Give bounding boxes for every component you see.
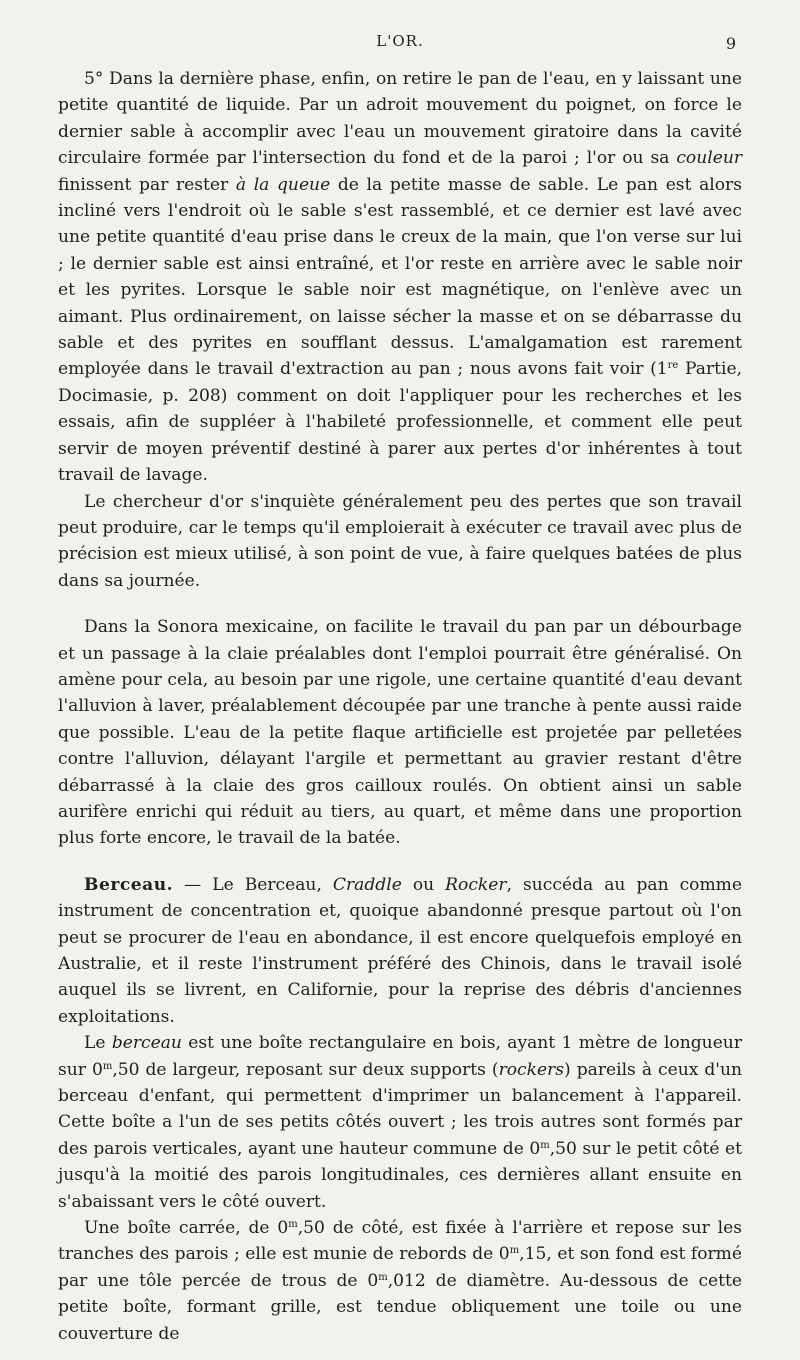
paragraph-chercheur: Le chercheur d'or s'inquiète généralement peu des pertes que son travail peut produire, car le temps qu'il emploierait à exécuter ce travail avec plus de précision est mieux utilisé, à son point de vue, à faire quelques batées de plus dans sa journée. bbox=[58, 491, 742, 591]
italic-term: couleur bbox=[676, 148, 742, 169]
italic-term: à la queue bbox=[235, 174, 331, 195]
section-gap bbox=[58, 594, 742, 614]
italic-term: Craddle bbox=[332, 874, 402, 895]
page-header bbox=[58, 30, 742, 66]
italic-term: rockers bbox=[498, 1059, 565, 1080]
page-number: 9 bbox=[725, 34, 736, 53]
paragraph-phase-5: 5° Dans la dernière phase, enfin, on retire le pan de l'eau, en y laissant une petite quantité de liquide. Par un adroit mouvement du poignet, on force le dernier sable à accomplir avec l'eau un mouvement giratoire dans la cavité circulaire formée par l'intersection du fond et de la paroi ; l'or ou sa couleur finissent par rester à la queue de la petite masse de sable. Le pan est alors incliné vers l'endroit où le sable s'est rassemblé, et ce dernier est lavé avec une petite quantité d'eau prise dans le creux de la main, que l'on verse sur lui ; le dernier sable est ainsi entraîné, et l'or reste en arrière avec le sable noir et les pyrites. Lorsque le sable noir est magnétique, on l'enlève avec un aimant. Plus ordinairement, on laisse sécher la masse et on se débarrasse du sable et des pyrites en soufflant dessus. L'amalgamation est rarement employée dans le travail d'extraction au pan ; nous avons fait voir (1re Partie, Docimasie, p. 208) comment on doit l'appliquer pour les recherches et les essais, afin de suppléer à l'habileté professionnelle, et comment elle peut servir de moyen préventif destiné à parer aux pertes d'or inhérentes à tout travail de lavage. bbox=[58, 69, 742, 486]
superscript: re bbox=[667, 360, 679, 372]
section-gap bbox=[58, 852, 742, 872]
superscript: m bbox=[288, 1219, 298, 1231]
paragraph-berceau-intro: Berceau. — Le Berceau, Craddle ou Rocker, succéda au pan comme instrument de concentration et, quoique abandonné presque partout où l'on peut se procurer de l'eau en abondance, il est encore quelquefois employé en Australie, et il reste l'instrument préféré des Chinois, dans le travail isolé auquel ils se livrent, en Californie, pour la reprise des débris d'anciennes exploitations. bbox=[58, 874, 743, 1027]
superscript: m bbox=[509, 1245, 520, 1257]
section-heading-berceau: Berceau. bbox=[84, 874, 174, 895]
book-page bbox=[58, 30, 742, 1347]
superscript: m bbox=[540, 1139, 550, 1151]
superscript: m bbox=[102, 1060, 113, 1072]
running-title: L'OR. bbox=[376, 32, 424, 50]
italic-term: Rocker bbox=[445, 874, 507, 895]
paragraph-boite-carree: Une boîte carrée, de 0$^m$,50 de côté, est fixée à l'arrière et repose sur les tranches des parois ; elle est munie de rebords de 0$^m$,15, et son fond est formé par une tôle percée de trous de 0$^m$,012 de diamètre. Au-dessous de cette petite boîte, formant grille, est tendue obliquement une toile ou une couverture de bbox=[58, 1218, 743, 1344]
paragraph-sonora: Dans la Sonora mexicaine, on facilite le travail du pan par un débourbage et un passage à la claie préalables dont l'emploi pourrait être généralisé. On amène pour cela, au besoin par une rigole, une certaine quantité d'eau devant l'alluvion à laver, préalablement découpée par une tranche à pente aussi raide que possible. L'eau de la petite flaque artificielle est projetée par pelletées contre l'alluvion, délayant l'argile et permettant au gravier restant d'être débarrassé à la claie des gros cailloux roulés. On obtient ainsi un sable aurifère enrichi qui réduit au tiers, au quart, et même dans une proportion plus forte encore, le travail de la batée. bbox=[58, 617, 742, 849]
superscript: m bbox=[378, 1271, 388, 1283]
italic-term: berceau bbox=[111, 1033, 182, 1054]
paragraph-berceau-description: Le berceau est une boîte rectangulaire en bois, ayant 1 mètre de longueur sur 0$^m$,50 de largeur, reposant sur deux supports (rockers) pareils à ceux d'un berceau d'enfant, qui permettent d'imprimer un balancement à l'appareil. Cette boîte a l'un de ses petits côtés ouvert ; les trois autres sont formés par des parois verticales, ayant une hauteur commune de 0$^m$,50 sur le petit côté et jusqu'à la moitié des parois longitudinales, ces dernières allant ensuite en s'abaissant vers le côté ouvert. bbox=[58, 1033, 742, 1212]
